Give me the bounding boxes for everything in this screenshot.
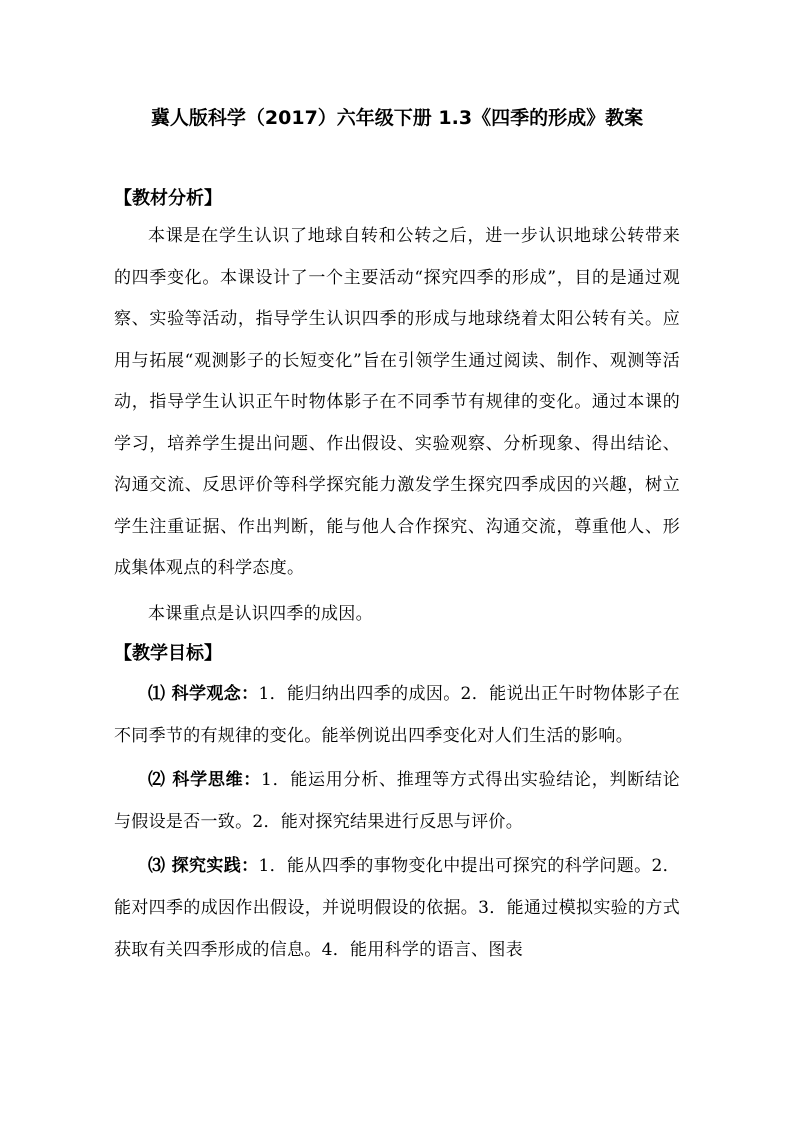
- objective-item-practice: [114, 845, 680, 971]
- analysis-paragraph-2: 本课重点是认识四季的成因。: [148, 603, 373, 624]
- section-heading-objectives: 【教学目标】: [114, 643, 222, 664]
- objective-item-thinking: [114, 759, 680, 843]
- analysis-paragraph-1: 本课是在学生认识了地球自转和公转之后，进一步认识地球公转带来的四季变化。本课设计了一个主要活动“探究四季的形成”，目的是通过观察、实验等活动，指导学生认识四季的形成与地球绕着太阳公转有关。应用与拓展“观测影子的长短变化”旨在引领学生通过阅读、制作、观测等活动，指导学生认识正午时物体影子在不同季节有规律的变化。通过本课的学习，培养学生提出问题、作出假设、实验观察、分析现象、得出结论、沟通交流、反思评价等科学探究能力激发学生探究四季成因的兴趣，树立学生注重证据、作出判断，能与他人合作探究、沟通交流，尊重他人、形成集体观点的科学态度。: [114, 226, 680, 578]
- objective-label: ⑴ 科学观念：: [148, 684, 259, 704]
- section-heading-analysis: 【教材分析】: [114, 188, 222, 209]
- objective-label: ⑵ 科学思维：: [148, 770, 262, 790]
- objective-text: 1．能运用分析、推理等方式得出实验结论，判断结论与假设是否一致。2．能对探究结果进行反思与评价。: [114, 770, 680, 832]
- document-title: 冀人版科学（2017）六年级下册 1.3《四季的形成》教案: [150, 107, 644, 129]
- document-body: [114, 182, 680, 971]
- objective-text: 1．能归纳出四季的成因。2．能说出正午时物体影子在不同季节的有规律的变化。能举例说出四季变化对人们生活的影响。: [114, 684, 680, 746]
- objective-label: ⑶ 探究实践：: [148, 856, 259, 876]
- objective-text: 1．能从四季的事物变化中提出可探究的科学问题。2．能对四季的成因作出假设，并说明假设的依据。3．能通过模拟实验的方式获取有关四季形成的信息。4．能用科学的语言、图表: [114, 856, 680, 960]
- objective-item-concept: [114, 673, 680, 757]
